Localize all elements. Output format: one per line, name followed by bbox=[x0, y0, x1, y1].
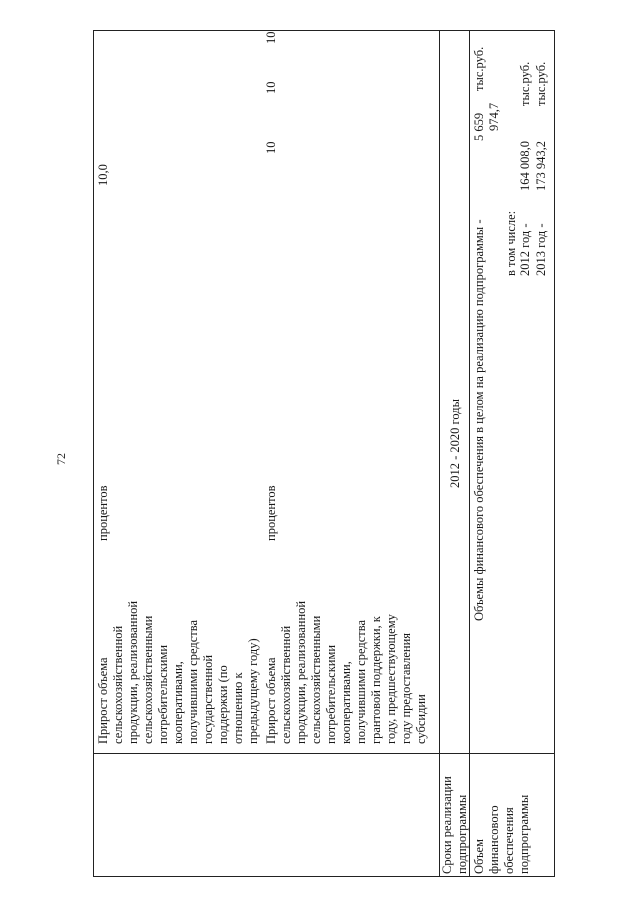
row-divider bbox=[469, 31, 470, 876]
indicator-name-2: Прирост объема сельскохозяйственной продукции, реализованной сельскохозяйственными потребительскими кооперативами, получившими средства грантовой поддержки, к году, предшествующему году предоставления субсидии bbox=[264, 600, 428, 744]
funding-year-2012: 2012 год - bbox=[518, 223, 532, 276]
terms-value: 2012 - 2020 годы bbox=[448, 398, 462, 488]
funding-total-value: 5 659 bbox=[472, 112, 486, 141]
funding-unit-2013: тыс.руб. bbox=[534, 61, 548, 106]
funding-total-text: Объемы финансового обеспечения в целом на реализацию подпрограммы - bbox=[472, 219, 486, 621]
indicator-value: 10 bbox=[264, 141, 278, 154]
row-divider bbox=[439, 31, 440, 876]
indicator-name-1: Прирост объема сельскохозяйственной продукции, реализованной сельскохозяйственными потребительскими кооперативами, получившими средства государственной поддержки (по отношению к предыдущему году) bbox=[96, 600, 260, 744]
indicator-unit-2: процентов bbox=[264, 485, 278, 541]
indicator-value: 10,0 bbox=[96, 164, 110, 186]
funding-including: в том числе: bbox=[504, 210, 518, 276]
column-divider bbox=[94, 753, 554, 754]
indicator-value: 10 bbox=[264, 81, 278, 94]
indicator-unit-1: процентов bbox=[96, 485, 110, 541]
funding-value-2013: 173 943,2 bbox=[534, 141, 548, 191]
page-number: 72 bbox=[54, 453, 68, 465]
funding-total-value-cont: 974,7 bbox=[487, 102, 501, 131]
funding-total-unit: тыс.руб. bbox=[472, 46, 486, 91]
funding-unit-2012: тыс.руб. bbox=[518, 61, 532, 106]
indicator-value: 10 bbox=[264, 31, 278, 44]
terms-label: Сроки реализации подпрограммы bbox=[440, 776, 469, 874]
subprogram-table bbox=[93, 30, 555, 877]
funding-year-2013: 2013 год - bbox=[534, 223, 548, 276]
funding-label: Объем финансового обеспечения подпрограммы bbox=[472, 794, 531, 874]
funding-value-2012: 164 008,0 bbox=[518, 141, 532, 191]
